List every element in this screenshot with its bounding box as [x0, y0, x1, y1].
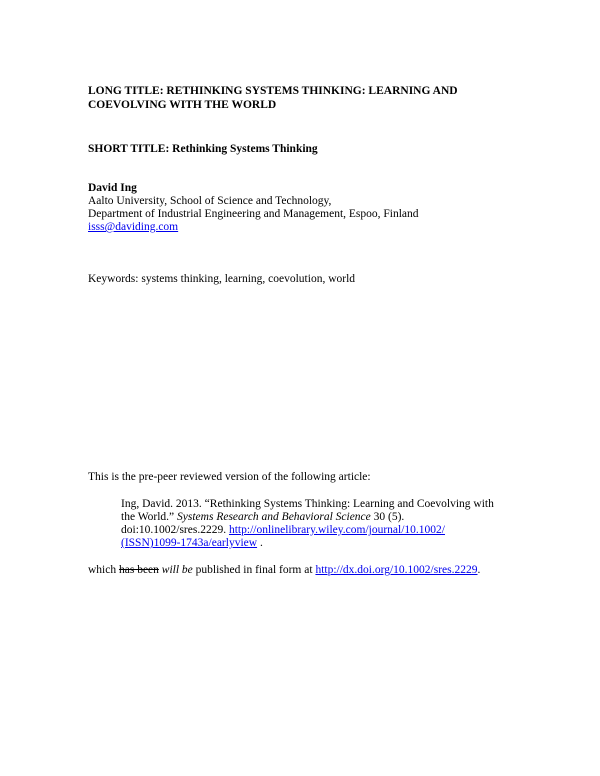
- final-form-line: [88, 563, 480, 577]
- citation-line-2: [121, 510, 404, 524]
- author-email-line: [88, 220, 178, 234]
- citation-url-link-part-1[interactable]: http://onlinelibrary.wiley.com/journal/10.1002/: [228, 524, 445, 536]
- citation-title-end: the World.”: [121, 511, 178, 523]
- italic-text: will be: [158, 564, 193, 576]
- final-url-link[interactable]: http://dx.doi.org/10.1002/sres.2229: [315, 564, 478, 576]
- citation-url-suffix: .: [257, 537, 263, 549]
- author-name: David Ing: [88, 182, 137, 194]
- version-note: This is the pre-peer reviewed version of the following article:: [88, 471, 371, 483]
- author-affiliation-1: Aalto University, School of Science and Technology,: [88, 195, 332, 207]
- citation-line-4: [121, 536, 263, 550]
- long-title-line-2: COEVOLVING WITH THE WORLD: [88, 99, 277, 111]
- keywords: Keywords: systems thinking, learning, coevolution, world: [88, 273, 356, 285]
- author-affiliation-2: Department of Industrial Engineering and Management, Espoo, Finland: [88, 208, 419, 220]
- citation-url-link-part-2[interactable]: (ISSN)1099-1743a/earlyview: [121, 537, 258, 549]
- long-title-line-1: LONG TITLE: RETHINKING SYSTEMS THINKING: LEARNING AND: [88, 85, 458, 97]
- short-title: SHORT TITLE: Rethinking Systems Thinking: [88, 143, 318, 155]
- final-end: .: [477, 564, 481, 576]
- final-middle: published in final form at: [192, 564, 316, 576]
- citation-volume: 30 (5).: [370, 511, 405, 523]
- struck-text: has been: [118, 564, 159, 576]
- citation-line-3: [121, 523, 445, 537]
- citation-doi: doi:10.1002/sres.2229.: [121, 524, 229, 536]
- citation-journal: Systems Research and Behavioral Science: [177, 511, 371, 523]
- citation-line-1: Ing, David. 2013. “Rethinking Systems Thinking: Learning and Coevolving with: [121, 498, 494, 510]
- final-prefix: which: [88, 564, 119, 576]
- author-email-link[interactable]: isss@daviding.com: [88, 221, 179, 233]
